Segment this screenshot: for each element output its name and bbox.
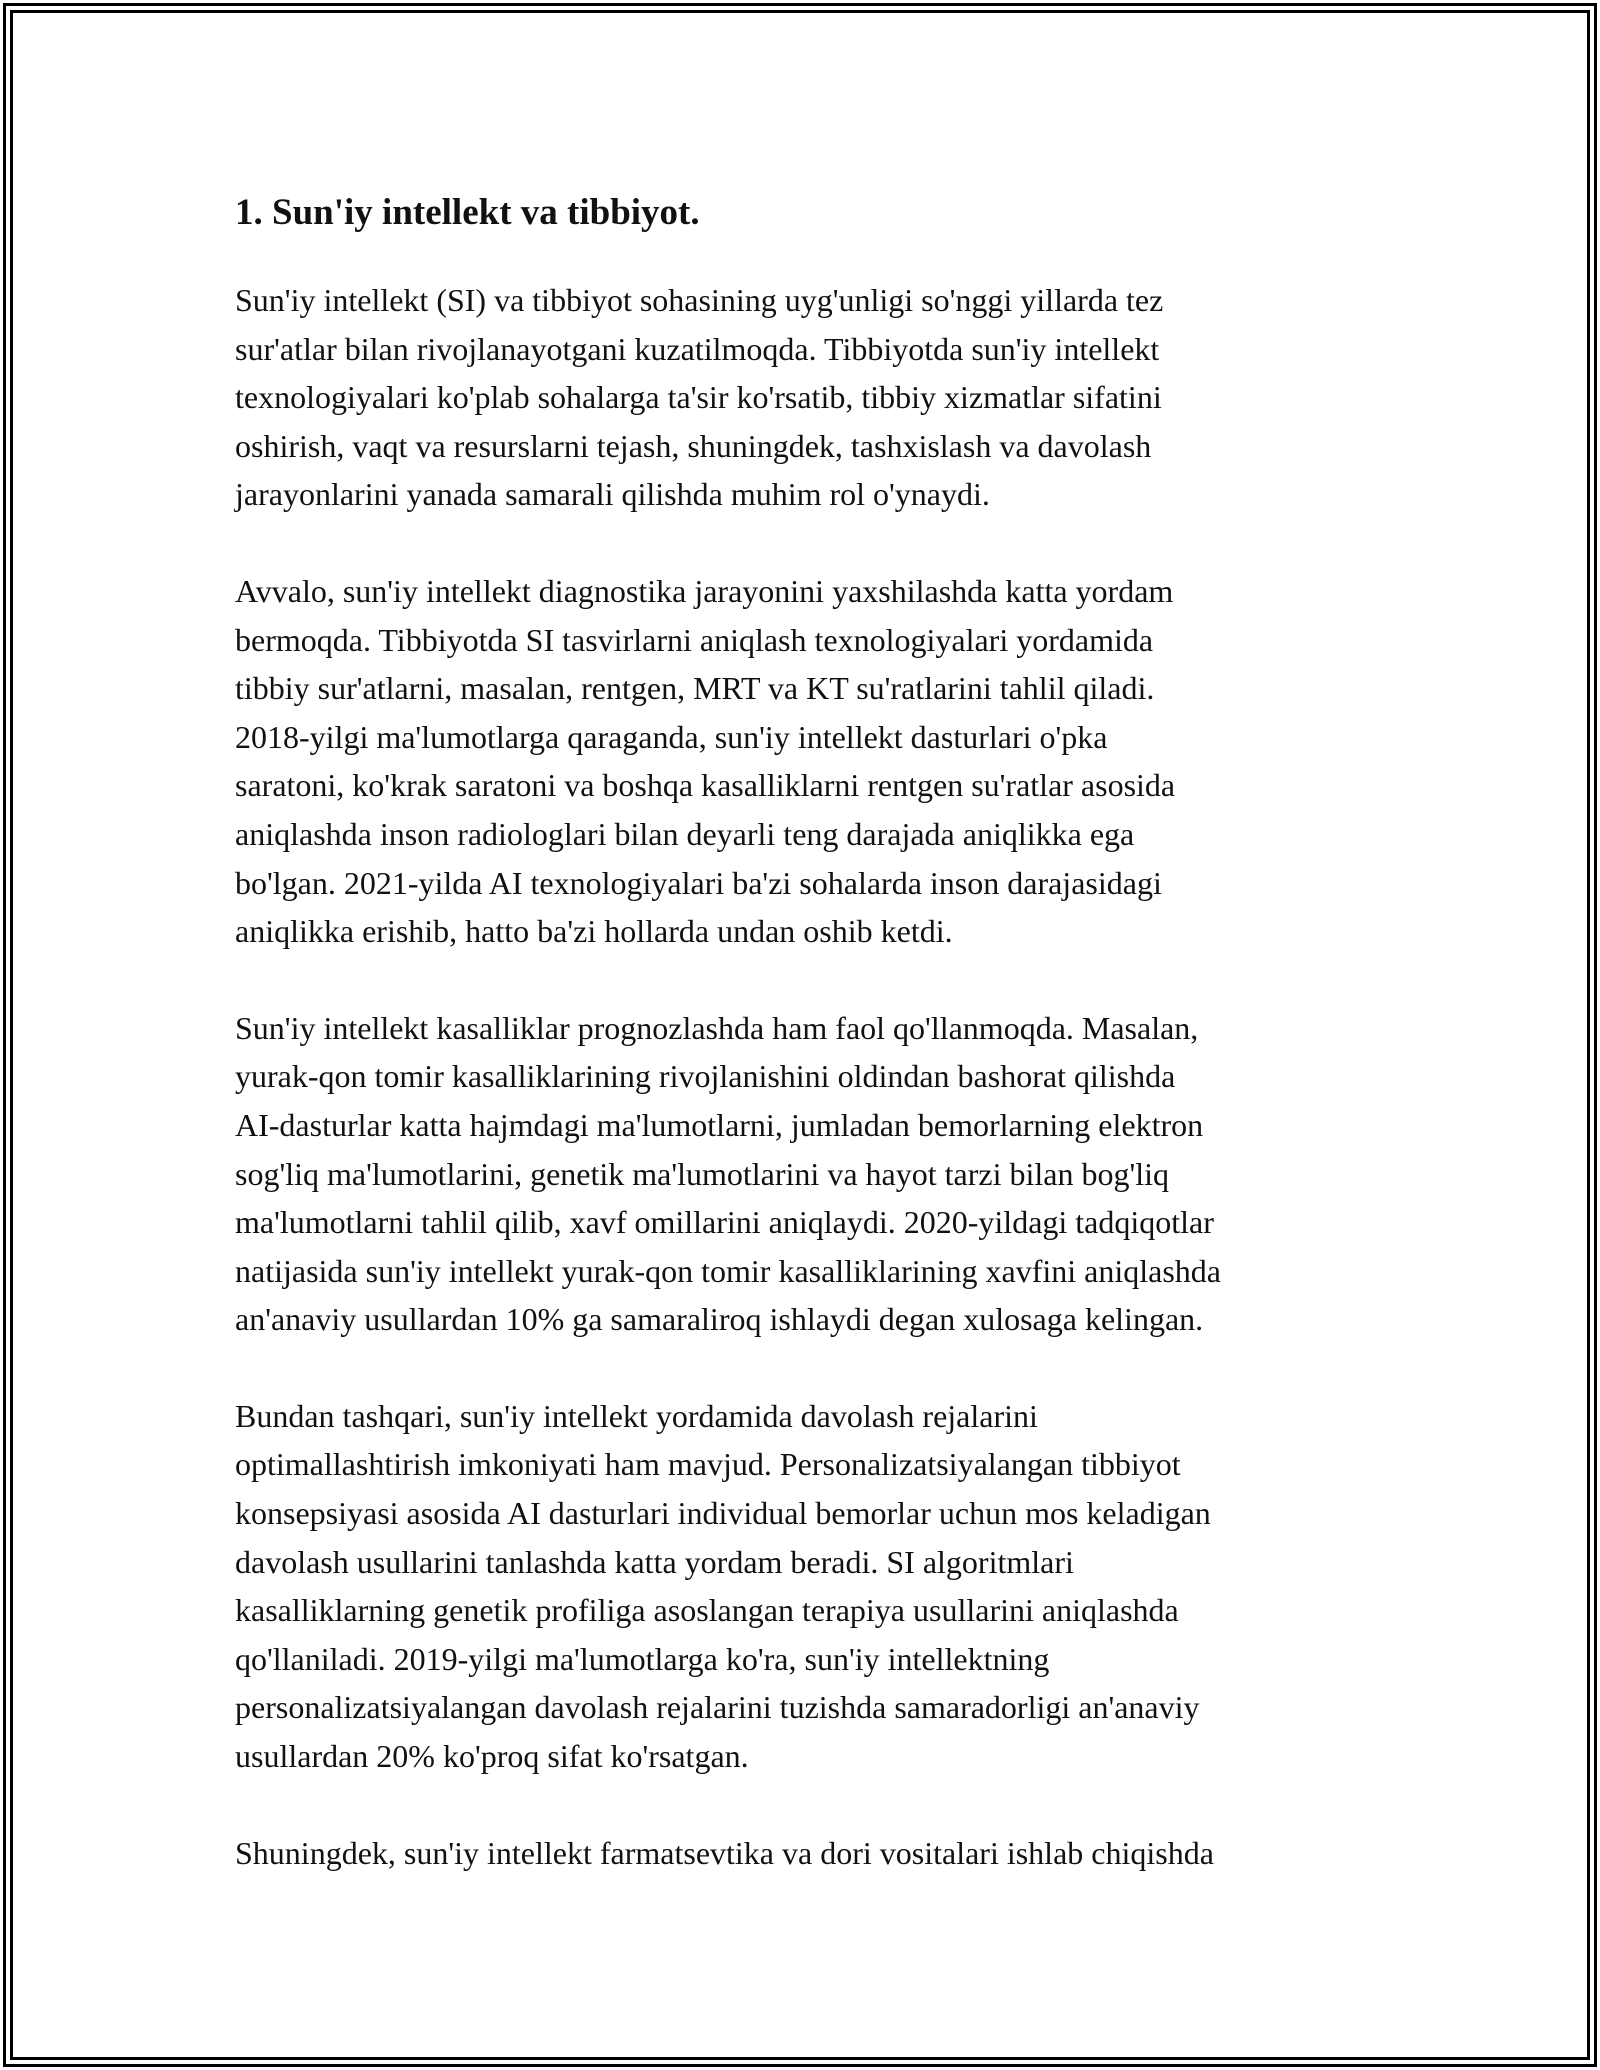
paragraph-pharma: Shuningdek, sun'iy intellekt farmatsevtika va dori vositalari ishlab chiqishda bbox=[235, 1834, 1214, 1871]
paragraph-diagnostics: Avvalo, sun'iy intellekt diagnostika jarayonini yaxshilashda katta yordam bermoqda. Tibbiyotda SI tasvirlarni aniqlash texnologiyalari yordamida tibbiy sur'atlarni, masalan, rentgen, MRT va KT su'ratlarini tahlil qiladi. 2018-yilgi ma'lumotlarga qaraganda, sun'iy intellekt dasturlari o'pka saratoni, ko'krak saratoni va boshqa kasalliklarni rentgen su'ratlar asosida aniqlashda inson radiologlari bilan deyarli teng darajada aniqlikka ega bo'lgan. 2021-yilda AI texnologiyalari ba'zi sohalarda inson darajasidagi aniqlikka erishib, hatto ba'zi hollarda undan oshib ketdi. bbox=[235, 572, 1176, 950]
paragraph-prognosis: Sun'iy intellekt kasalliklar prognozlashda ham faol qo'llanmoqda. Masalan, yurak-qon tomir kasalliklarining rivojlanishini oldindan bashorat qilishda AI-dasturlar katta hajmdagi ma'lumotlarni, jumladan bemorlarning elektron sog'liq ma'lumotlarini, genetik ma'lumotlarini va hayot tarzi bilan bog'liq ma'lumotlarni tahlil qilib, xavf omillarini aniqlaydi. 2020-yildagi tadqiqotlar natijasida sun'iy intellekt yurak-qon tomir kasalliklarining xavfini aniqlashda an'anaviy usullardan 10% ga samaraliroq ishlaydi degan xulosaga kelingan. bbox=[235, 1009, 1221, 1338]
paragraph-intro: Sun'iy intellekt (SI) va tibbiyot sohasining uyg'unligi so'nggi yillarda tez sur'atlar bilan rivojlanayotgani kuzatilmoqda. Tibbiyotda sun'iy intellekt texnologiyalari ko'plab sohalarga ta'sir ko'rsatib, tibbiy xizmatlar sifatini oshirish, vaqt va resurslarni tejash, shuningdek, tashxislash va davolash jarayonlarini yanada samarali qilishda muhim rol o'ynaydi. bbox=[235, 282, 1164, 513]
document-title: 1. Sun'iy intellekt va tibbiyot. bbox=[235, 192, 700, 233]
document-body bbox=[235, 190, 1405, 1925]
paragraph-treatment: Bundan tashqari, sun'iy intellekt yordamida davolash rejalarini optimallashtirish imkoniyati ham mavjud. Personalizatsiyalangan tibbiyot konsepsiyasi asosida AI dasturlari individual bemorlar uchun mos keladigan davolash usullarini tanlashda katta yordam beradi. SI algoritmlari kasalliklarning genetik profiliga asoslangan terapiya usullarini aniqlashda qo'llaniladi. 2019-yilgi ma'lumotlarga ko'ra, sun'iy intellektning personalizatsiyalangan davolash rejalarini tuzishda samaradorligi an'anaviy usullardan 20% ko'proq sifat ko'rsatgan. bbox=[235, 1397, 1211, 1775]
